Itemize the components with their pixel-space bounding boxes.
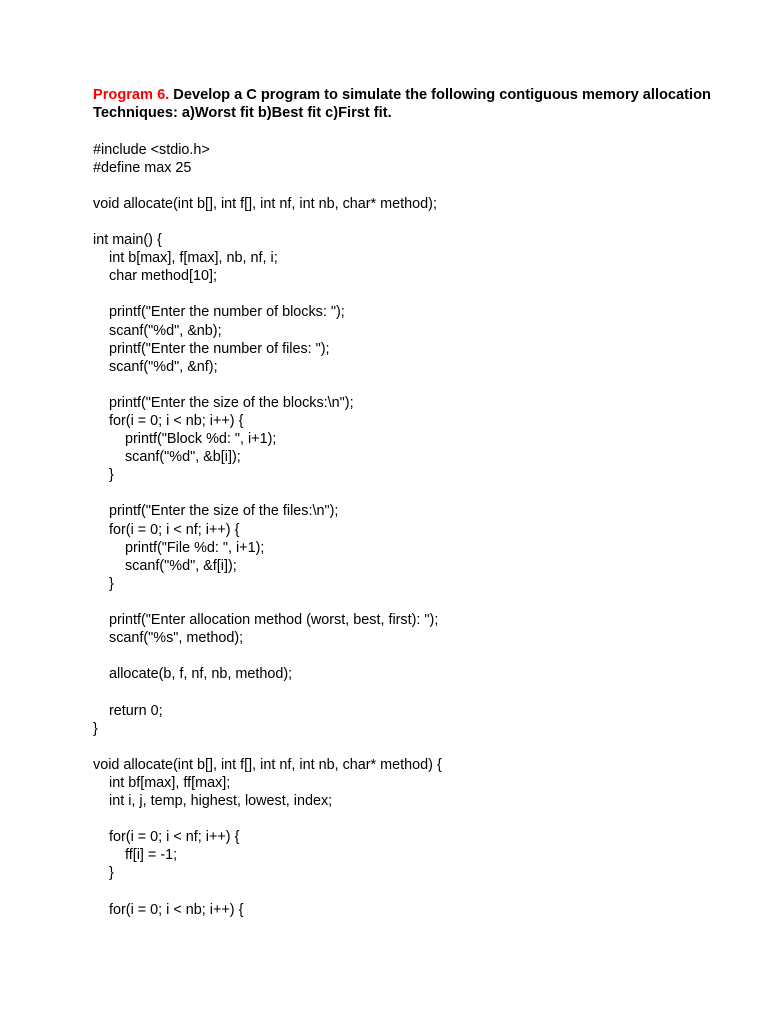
code-line: for(i = 0; i < nf; i++) {: [93, 829, 240, 846]
program-heading: [93, 86, 728, 122]
code-line: return 0;: [93, 702, 163, 719]
code-line: #define max 25: [93, 159, 192, 176]
code-line: scanf("%d", &b[i]);: [93, 449, 241, 466]
code-line: [93, 593, 728, 611]
code-line: printf("Enter the number of blocks: ");: [93, 304, 345, 321]
code-line: printf("Enter the size of the blocks:\n");: [93, 394, 354, 411]
code-line: int b[max], f[max], nb, nf, i;: [93, 250, 278, 267]
code-line: void allocate(int b[], int f[], int nf, int nb, char* method) {: [93, 756, 442, 773]
code-line: scanf("%d", &nf);: [93, 358, 218, 375]
code-line: }: [93, 467, 114, 484]
code-line: [93, 484, 728, 502]
code-line: printf("Enter the size of the files:\n");: [93, 503, 339, 520]
program-number-label: Program 6.: [93, 87, 170, 103]
code-line: [93, 285, 728, 303]
code-line: printf("Enter the number of files: ");: [93, 340, 330, 357]
code-line: scanf("%d", &nb);: [93, 322, 222, 339]
code-line: printf("File %d: ", i+1);: [93, 539, 265, 556]
code-line: [93, 647, 728, 665]
code-line: for(i = 0; i < nb; i++) {: [93, 901, 244, 918]
code-line: }: [93, 865, 114, 882]
code-line: printf("Block %d: ", i+1);: [93, 431, 277, 448]
code-line: [93, 810, 728, 828]
code-line: [93, 177, 728, 195]
code-line: [93, 683, 728, 701]
code-line: scanf("%s", method);: [93, 630, 244, 647]
code-line: [93, 213, 728, 231]
code-line: }: [93, 720, 98, 737]
code-line: void allocate(int b[], int f[], int nf, int nb, char* method);: [93, 195, 437, 212]
code-line: allocate(b, f, nf, nb, method);: [93, 666, 293, 683]
code-line: scanf("%d", &f[i]);: [93, 557, 237, 574]
code-line: ff[i] = -1;: [93, 847, 178, 864]
code-line: for(i = 0; i < nf; i++) {: [93, 521, 240, 538]
code-line: int main() {: [93, 232, 162, 249]
code-line: [93, 376, 728, 394]
code-line: [93, 882, 728, 900]
code-line: for(i = 0; i < nb; i++) {: [93, 413, 244, 429]
code-line: int bf[max], ff[max];: [93, 774, 231, 791]
code-line: char method[10];: [93, 268, 217, 285]
code-line: }: [93, 575, 114, 592]
document-page: [93, 86, 728, 919]
code-line: printf("Enter allocation method (worst, best, first): ");: [93, 612, 439, 629]
code-line: int i, j, temp, highest, lowest, index;: [93, 792, 333, 809]
code-line: #include <stdio.h>: [93, 141, 210, 158]
code-line: [93, 738, 728, 756]
program-title: Develop a C program to simulate the following contiguous memory allocation Techniques: a)Worst fit b)Best fit c)First fit.: [93, 87, 711, 122]
code-listing: [93, 141, 728, 919]
